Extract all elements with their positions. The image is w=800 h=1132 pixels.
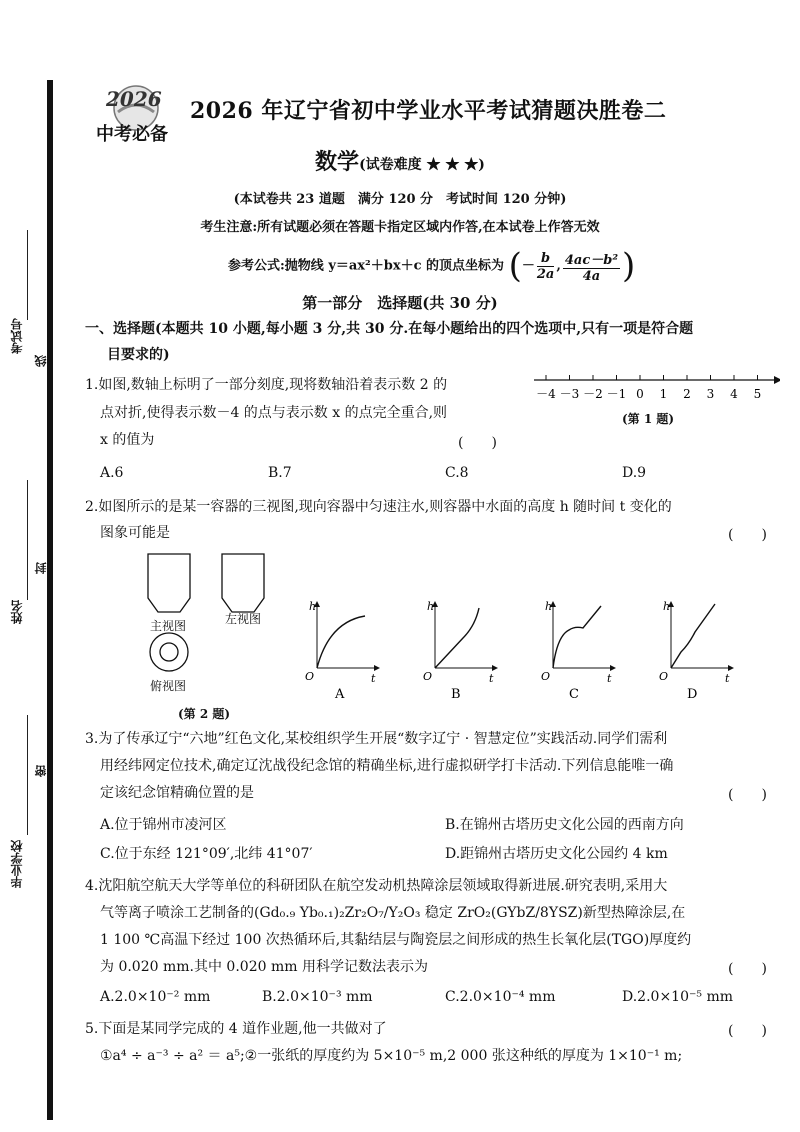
q1-option-b[interactable]: B.7 (268, 465, 292, 481)
graph-b-origin: O (423, 670, 433, 683)
q4-option-a[interactable]: A.2.0×10⁻² mm (100, 989, 211, 1005)
q1-number-line (530, 368, 780, 404)
subject-name: 数学 (315, 149, 360, 175)
q4-line4: 为 0.020 mm.其中 0.020 mm 用科学记数法表示为 (100, 959, 428, 975)
side-view-label: 左视图 (225, 612, 262, 626)
q3-answer-paren[interactable]: ( ) (728, 787, 767, 803)
numberline-tick-label: －1 (606, 387, 627, 401)
q3-option-d[interactable]: D.距锦州古塔历史文化公园约 4 km (445, 846, 668, 862)
numberline-tick-label: －2 (583, 387, 603, 401)
q4-option-c[interactable]: C.2.0×10⁻⁴ mm (445, 989, 556, 1005)
section-instruction-1: 一、选择题(本题共 10 小题,每小题 3 分,共 30 分.在每小题给出的四个选项中,只有一项是符合题 (85, 321, 694, 337)
q5-answer-paren[interactable]: ( ) (728, 1023, 767, 1039)
q4-option-b[interactable]: B.2.0×10⁻³ mm (262, 989, 373, 1005)
graph-c-origin: O (541, 670, 551, 683)
graph-d[interactable] (659, 600, 731, 702)
front-view-label: 主视图 (150, 619, 187, 633)
graph-c[interactable] (541, 600, 613, 702)
name-label: 姓名 (10, 600, 24, 624)
stamp-label: 密 (34, 765, 48, 777)
numberline-tick-label: 0 (636, 387, 644, 401)
q1-answer-paren[interactable]: ( ) (458, 435, 497, 451)
part-one-heading: 第一部分 选择题(共 30 分) (302, 294, 498, 312)
exam-logo (88, 78, 180, 148)
graph-d-t-label: t (725, 672, 730, 685)
q3-option-b[interactable]: B.在锦州古塔历史文化公园的西南方向 (445, 817, 684, 833)
top-view-label: 俯视图 (150, 679, 187, 693)
graph-d-label: D (687, 687, 698, 702)
q3-line2: 用经纬网定位技术,确定辽沈战役纪念馆的精确坐标,进行虚拟研学打卡活动.下列信息能唯一确 (100, 758, 674, 774)
graph-c-h-label: h (545, 600, 553, 613)
graph-a-t-label: t (371, 672, 376, 685)
q4-answer-paren[interactable]: ( ) (728, 961, 767, 977)
logo-text: 中考必备 (96, 124, 168, 145)
seal-label: 封 (34, 562, 48, 574)
graph-d-origin: O (659, 670, 669, 683)
graph-c-label: C (569, 687, 579, 702)
q4-line3: 1 100 ℃高温下经过 100 次热循环后,其黏结层与陶瓷层之间形成的热生长氧化层(TGO)厚度约 (100, 932, 692, 948)
graph-b[interactable] (423, 600, 495, 702)
numberline-tick-label: 2 (683, 387, 691, 401)
q5-line1: 5.下面是某同学完成的 4 道作业题,他一共做对了 (85, 1021, 387, 1037)
q2-line2: 图象可能是 (100, 525, 170, 541)
q5-line2: ①a⁴ ÷ a⁻³ ÷ a² ＝ a⁵;②一张纸的厚度约为 5×10⁻⁵ m,2 000 张这种纸的厚度为 1×10⁻¹ m; (100, 1048, 683, 1064)
q3-option-c[interactable]: C.位于东经 121°09′,北纬 41°07′ (100, 846, 313, 862)
right-paren: ) (622, 246, 636, 286)
difficulty: (试卷难度 ★ ★ ★) (359, 157, 485, 173)
q3-line1: 3.为了传承辽宁“六地”红色文化,某校组织学生开展“数字辽宁 · 智慧定位”实践活动.同学们需利 (85, 731, 668, 747)
graph-a-label: A (335, 687, 345, 702)
subject-line (0, 145, 800, 176)
graph-b-h-label: h (427, 600, 435, 613)
q4-line1: 4.沈阳航空航天大学等单位的科研团队在航空发动机热障涂层领域取得新进展.研究表明,采用大 (85, 878, 668, 894)
numberline-tick-label: 1 (659, 387, 668, 401)
numberline-tick-label: －3 (559, 387, 580, 401)
q1-line3: x 的值为 (100, 432, 155, 448)
q1-line2: 点对折,使得表示数－4 的点与表示数 x 的点完全重合,则 (100, 405, 448, 421)
graph-d-h-label: h (663, 600, 671, 613)
q4-option-d[interactable]: D.2.0×10⁻⁵ mm (622, 989, 733, 1005)
q2-answer-paren[interactable]: ( ) (728, 527, 767, 543)
numberline-tick-label: 3 (706, 387, 715, 401)
top-view-outer-circle (150, 633, 188, 671)
numberline-tick-label: －4 (536, 387, 556, 401)
section-instruction-2: 目要求的) (107, 347, 170, 363)
graph-a[interactable] (305, 600, 377, 702)
q1-line1: 1.如图,数轴上标明了一部分刻度,现将数轴沿着表示数 2 的 (85, 377, 448, 393)
q2-line1: 2.如图所示的是某一容器的三视图,现向容器中匀速注水,则容器中水面的高度 h 随时间 t 变化的 (85, 499, 672, 515)
school-field[interactable] (27, 715, 28, 835)
q1-caption: (第 1 题) (622, 412, 675, 426)
name-field[interactable] (27, 480, 28, 600)
numberline-tick-label: 5 (753, 387, 762, 401)
exam-info: (本试卷共 23 道题 满分 120 分 考试时间 120 分钟) (233, 192, 567, 207)
seal-line-label: 线 (34, 355, 48, 367)
logo-year: 2026 (106, 87, 162, 111)
left-paren: ( (508, 246, 522, 286)
q1-option-d[interactable]: D.9 (622, 465, 647, 481)
graph-a-origin: O (305, 670, 315, 683)
q1-option-a[interactable]: A.6 (100, 465, 124, 481)
graph-a-h-label: h (309, 600, 317, 613)
q3-line3: 定该纪念馆精确位置的是 (100, 785, 254, 801)
front-view-shape (148, 554, 190, 612)
graph-b-label: B (451, 687, 461, 702)
top-view-inner-circle (160, 643, 178, 661)
q3-option-a[interactable]: A.位于锦州市凌河区 (100, 817, 227, 833)
exam-number-label: 考试号 (10, 318, 24, 354)
q2-caption: (第 2 题) (178, 707, 231, 721)
side-view-shape (222, 554, 264, 612)
q1-option-c[interactable]: C.8 (445, 465, 469, 481)
formula-prefix: 参考公式:抛物线 y＝ax²＋bx＋c 的顶点坐标为 (228, 258, 505, 274)
numberline-tick-label: 4 (730, 387, 738, 401)
paper-title: 2026 年辽宁省初中学业水平考试猜题决胜卷二 (190, 98, 667, 124)
vertex-x-fraction: $\frac{b}{2a}$ (536, 250, 555, 282)
graph-c-t-label: t (607, 672, 612, 685)
vertex-y-fraction: $\frac{\text{4ac－b²}}{4a}$ (563, 249, 620, 284)
q2-option-graphs (295, 596, 765, 708)
school-label: 毕业学校 (10, 840, 24, 888)
q4-line2: 气等离子喷涂工艺制备的(Gd₀.₉ Yb₀.₁)₂Zr₂O₇/Y₂O₃ 稳定 ZrO₂(GYbZ/8YSZ)新型热障涂层,在 (100, 905, 686, 921)
graph-b-t-label: t (489, 672, 494, 685)
reference-formula: 参考公式:抛物线 y＝ax²＋bx＋c 的顶点坐标为 (－ $\frac{b}{2a}$ , $\frac{\text{4ac－b²}}{4a}$ ) (228, 246, 636, 286)
binding-rule (47, 80, 53, 1120)
exam-notice: 考生注意:所有试题必须在答题卡指定区域内作答,在本试卷上作答无效 (200, 220, 600, 235)
